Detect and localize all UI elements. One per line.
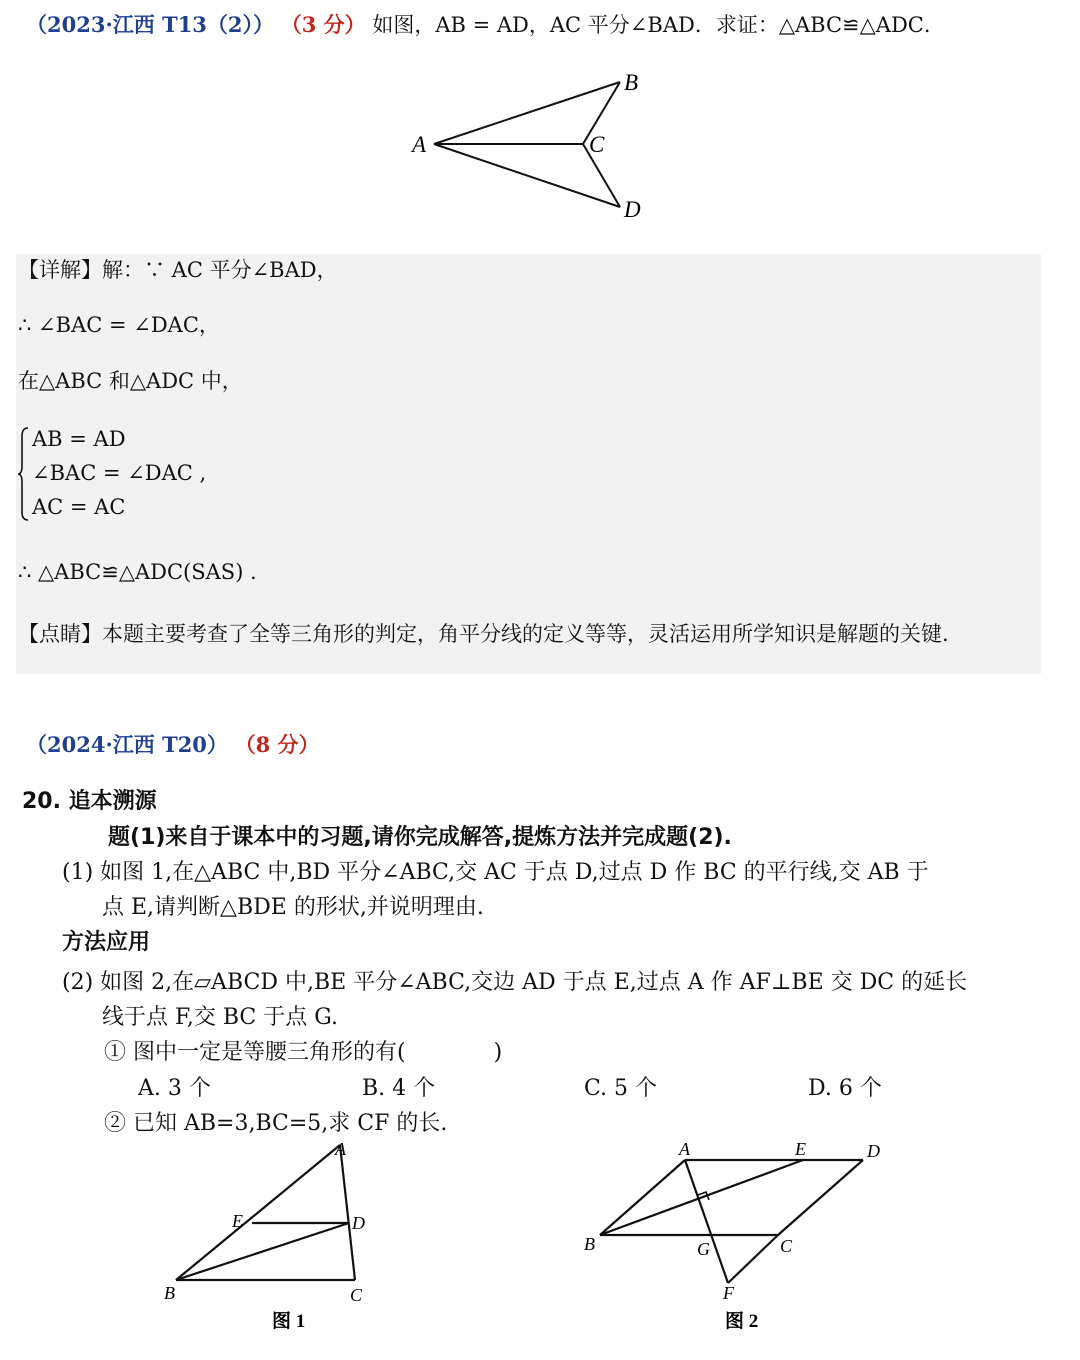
fig2-label-a: A [679, 1139, 690, 1159]
solution-line-4: ∴ △ABC≌△ADC(SAS) . [18, 560, 257, 584]
fig1-label-e: E [232, 1211, 243, 1231]
problem20-part2-line1: (2) 如图 2,在▱ABCD 中,BE 平分∠ABC,交边 AD 于点 E,过点 A 作 AF⊥BE 交 DC 的延长 [62, 970, 968, 995]
sub-question-1: ① 图中一定是等腰三角形的有( ) [104, 1040, 503, 1065]
fig2-label-g: G [697, 1239, 710, 1259]
problem20-intro: 题(1)来自于课本中的习题,请你完成解答,提炼方法并完成题(2). [108, 825, 732, 850]
fig2-caption: 图 2 [725, 1311, 759, 1332]
problem20-source: （2024·江西 T20） [26, 732, 228, 757]
fig13-label-a: A [412, 132, 427, 157]
problem13-points: （3 分） [280, 12, 366, 37]
problem13-source: （2023·江西 T13（2）） [26, 12, 275, 37]
fig2-label-e: E [795, 1139, 806, 1159]
problem13-stem: 如图，AB = AD，AC 平分∠BAD．求证：△ABC≌△ADC． [372, 13, 945, 37]
fig2-label-f: F [723, 1283, 734, 1303]
system-eq-1: AB = AD [32, 427, 126, 451]
fig1-label-b: B [164, 1283, 175, 1303]
fig1-label-a: A [335, 1139, 346, 1159]
option-d: D. 6 个 [808, 1076, 882, 1101]
figure-1 [150, 1135, 390, 1335]
fig1-label-c: C [350, 1285, 363, 1305]
fig13-label-d: D [624, 197, 641, 222]
option-c: C. 5 个 [584, 1076, 658, 1101]
fig2-label-b: B [584, 1234, 595, 1254]
solution-line-1: 【详解】解：∵ AC 平分∠BAD， [18, 258, 338, 282]
problem20-part1-line2: 点 E,请判断△BDE 的形状,并说明理由. [102, 895, 484, 920]
method-heading: 方法应用 [62, 930, 151, 955]
problem20-part2-line2: 线于点 F,交 BC 于点 G. [102, 1005, 338, 1030]
problem20-part1-line1: (1) 如图 1,在△ABC 中,BD 平分∠ABC,交 AC 于点 D,过点 D 作 BC 的平行线,交 AB 于 [62, 860, 929, 885]
problem13-figure [400, 62, 670, 224]
problem20-points: （8 分） [234, 732, 320, 757]
problem20-header [26, 730, 320, 760]
solution-comment: 【点睛】本题主要考查了全等三角形的判定，角平分线的定义等等，灵活运用所学知识是解题的关键. [18, 622, 949, 646]
fig13-label-c: C [589, 132, 605, 157]
solution-line-2: ∴ ∠BAC = ∠DAC， [18, 313, 220, 337]
sub-question-2: ② 已知 AB=3,BC=5,求 CF 的长. [104, 1111, 448, 1136]
fig13-label-b: B [624, 70, 639, 95]
option-a: A. 3 个 [138, 1076, 211, 1101]
system-eq-2: ∠BAC = ∠DAC , [32, 461, 207, 485]
problem13-header [26, 10, 945, 40]
system-eq-3: AC = AC [32, 495, 126, 519]
figure-2 [575, 1135, 895, 1335]
fig2-label-c: C [780, 1236, 793, 1256]
fig1-caption: 图 1 [272, 1311, 306, 1332]
option-b: B. 4 个 [362, 1076, 436, 1101]
problem20-title: 20. 追本溯源 [22, 789, 157, 814]
fig1-label-d: D [352, 1213, 365, 1233]
fig2-label-d: D [867, 1141, 880, 1161]
solution-line-3: 在△ABC 和△ADC 中， [18, 369, 243, 393]
system-brace [17, 426, 29, 522]
